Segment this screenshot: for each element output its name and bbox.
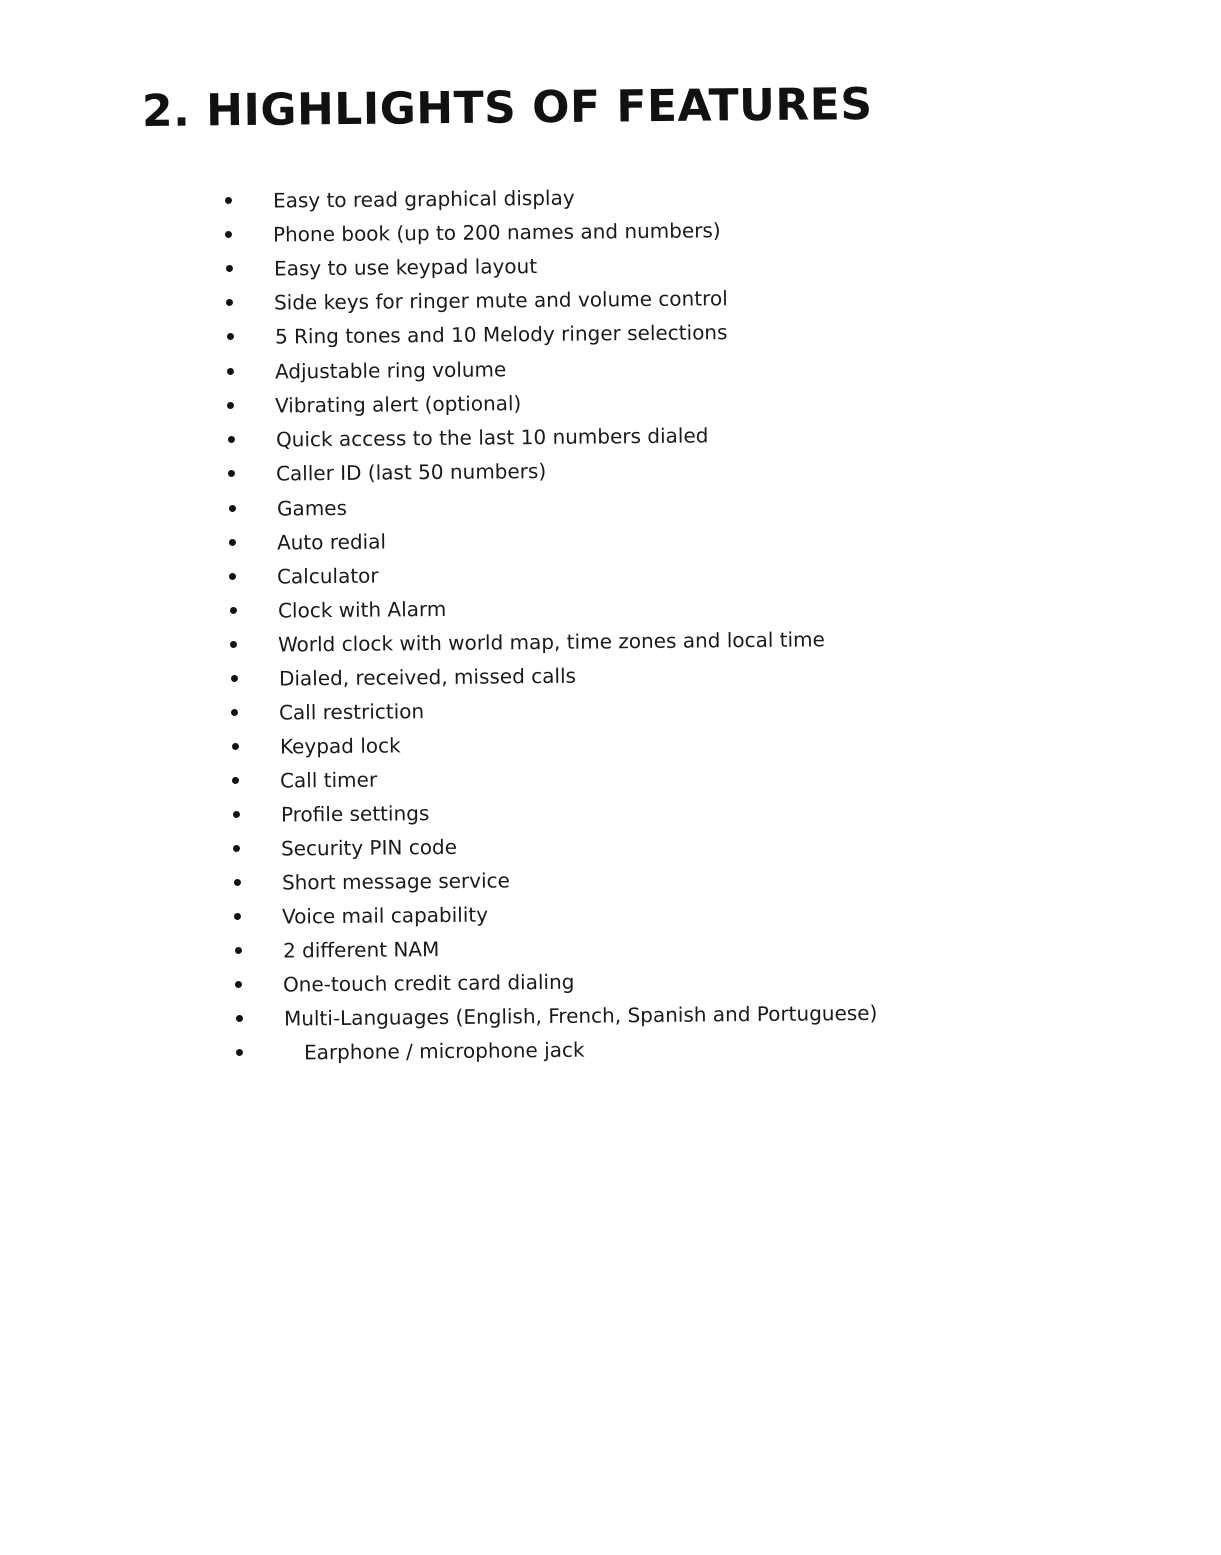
bullet-icon (226, 299, 233, 306)
bullet-icon (229, 573, 236, 580)
bullet-icon (233, 845, 240, 852)
bullet-icon (232, 777, 239, 784)
feature-text: Vibrating alert (optional) (274, 391, 522, 418)
bullet-icon (236, 1049, 243, 1056)
bullet-icon (235, 947, 242, 954)
feature-text: Phone book (up to 200 names and numbers) (272, 218, 721, 247)
feature-text: Call timer (279, 767, 378, 793)
bullet-icon (232, 743, 239, 750)
feature-text: Easy to read graphical display (272, 185, 575, 213)
feature-text: Adjustable ring volume (274, 357, 507, 384)
feature-text: Multi-Languages (English, French, Spanish and Portuguese) (283, 1000, 878, 1031)
feature-text: Short message service (281, 868, 511, 895)
bullet-icon (225, 197, 232, 204)
feature-text: 5 Ring tones and 10 Melody ringer selections (274, 320, 728, 349)
bullet-icon (230, 607, 237, 614)
bullet-icon (234, 879, 241, 886)
bullet-icon (227, 368, 234, 375)
feature-text: Games (276, 495, 348, 521)
feature-text: Voice mail capability (281, 902, 489, 929)
feature-text: 2 different NAM (282, 937, 440, 963)
bullet-icon (234, 913, 241, 920)
feature-text: Keypad lock (279, 733, 401, 759)
feature-text: Dialed, received, missed calls (278, 663, 577, 691)
feature-text: Security PIN code (280, 834, 458, 861)
feature-text: World clock with world map, time zones and local time (277, 627, 826, 657)
bullet-icon (235, 981, 242, 988)
feature-text: Profile settings (280, 801, 430, 827)
bullet-icon (228, 436, 235, 443)
bullet-icon (230, 641, 237, 648)
bullet-icon (225, 231, 232, 238)
bullet-icon (227, 333, 234, 340)
feature-text: Caller ID (last 50 numbers) (275, 458, 547, 486)
feature-text: Clock with Alarm (277, 596, 447, 623)
feature-text: Easy to use keypad layout (273, 254, 538, 281)
bullet-icon (231, 675, 238, 682)
bullet-icon (227, 402, 234, 409)
feature-text: Quick access to the last 10 numbers dialed (275, 423, 709, 452)
feature-text: Calculator (276, 563, 379, 589)
feature-text: Side keys for ringer mute and volume control (273, 286, 728, 315)
bullet-icon (236, 1015, 243, 1022)
bullet-icon (228, 470, 235, 477)
bullet-icon (233, 811, 240, 818)
feature-text: Earphone / microphone jack (303, 1037, 585, 1065)
feature-text: One-touch credit card dialing (282, 969, 575, 997)
bullet-icon (229, 539, 236, 546)
bullet-icon (229, 505, 236, 512)
bullet-icon (226, 265, 233, 272)
page-title: 2. HIGHLIGHTS OF FEATURES (141, 78, 873, 137)
feature-text: Call restriction (278, 699, 425, 725)
bullet-icon (231, 709, 238, 716)
feature-text: Auto redial (276, 529, 387, 555)
